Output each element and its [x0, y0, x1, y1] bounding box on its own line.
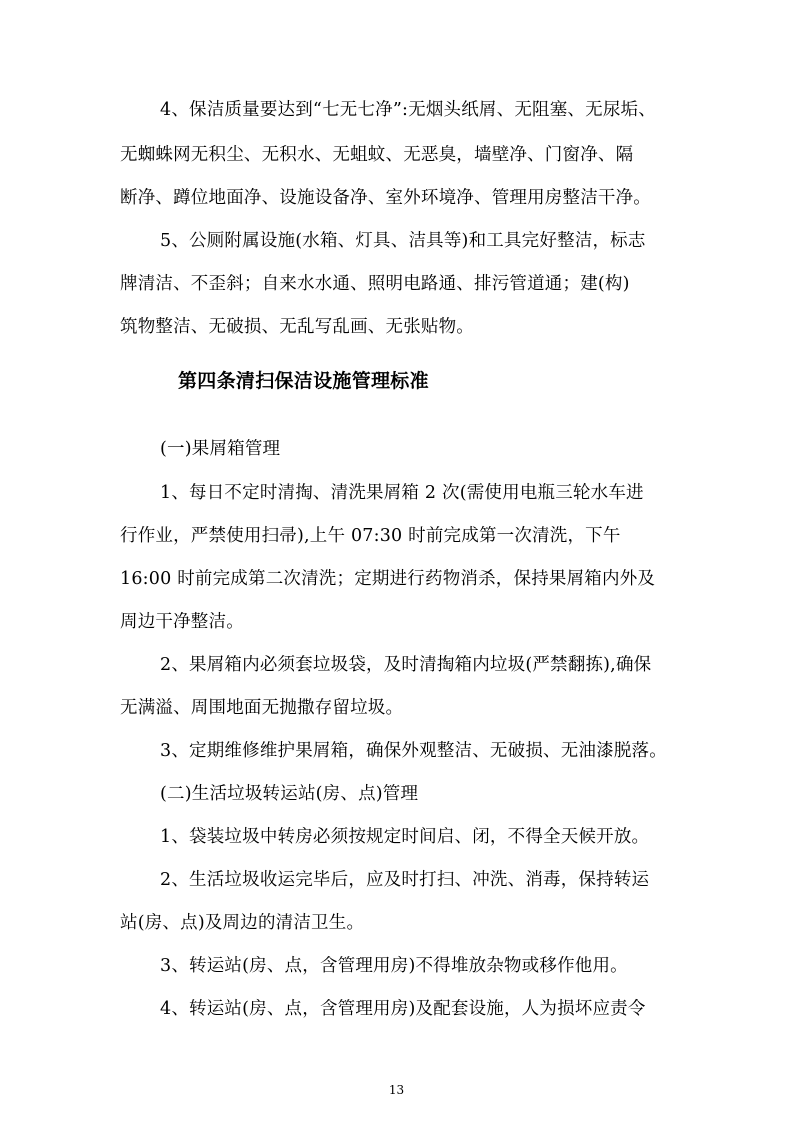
subsection-title: (二)生活垃圾转运站(房、点)管理: [160, 784, 419, 804]
paragraph-line: 3、定期维修维护果屑箱，确保外观整洁、无破损、无油漆脱落。: [160, 741, 667, 761]
paragraph-line: 断净、蹲位地面净、设施设备净、室外环境净、管理用房整洁干净。: [120, 188, 651, 208]
paragraph-line: 无蜘蛛网无积尘、无积水、无蛆蚊、无恶臭，墙壁净、门窗净、隔: [120, 145, 634, 165]
paragraph-line: 站(房、点)及周边的清洁卫生。: [120, 913, 365, 933]
paragraph-line: 无满溢、周围地面无抛撒存留垃圾。: [120, 698, 404, 718]
paragraph-line: 2、果屑箱内必须套垃圾袋，及时清掏箱内垃圾(严禁翻拣),确保: [160, 655, 652, 675]
page-number: 13: [388, 1083, 405, 1097]
paragraph-line: 1、袋装垃圾中转房必须按规定时间启、闭，不得全天候开放。: [160, 827, 650, 847]
paragraph-line: 行作业，严禁使用扫帚),上午 07:30 时前完成第一次清洗，下午: [120, 526, 621, 546]
paragraph-line: 牌清洁、不歪斜；自来水水通、照明电路通、排污管道通；建(构): [120, 274, 630, 294]
paragraph-line: 4、保洁质量要达到“七无七净”:无烟头纸屑、无阻塞、无尿垢、: [160, 100, 656, 120]
paragraph-line: 5、公厕附属设施(水箱、灯具、洁具等)和工具完好整洁，标志: [160, 231, 646, 251]
paragraph-line: 2、生活垃圾收运完毕后，应及时打扫、冲洗、消毒，保持转运: [160, 870, 650, 890]
paragraph-line: 3、转运站(房、点，含管理用房)不得堆放杂物或移作他用。: [160, 956, 628, 976]
subsection-title: (一)果屑箱管理: [160, 439, 281, 459]
paragraph-line: 16:00 时前完成第二次清洗；定期进行药物消杀，保持果屑箱内外及: [120, 569, 656, 589]
paragraph-line: 1、每日不定时清掏、清洗果屑箱 2 次(需使用电瓶三轮水车进: [160, 483, 644, 503]
paragraph-line: 筑物整洁、无破损、无乱写乱画、无张贴物。: [120, 317, 474, 337]
paragraph-line: 4、转运站(房、点，含管理用房)及配套设施，人为损坏应责令: [160, 999, 646, 1019]
paragraph-line: 周边干净整洁。: [120, 612, 244, 632]
section-heading: 第四条清扫保洁设施管理标准: [178, 370, 429, 392]
